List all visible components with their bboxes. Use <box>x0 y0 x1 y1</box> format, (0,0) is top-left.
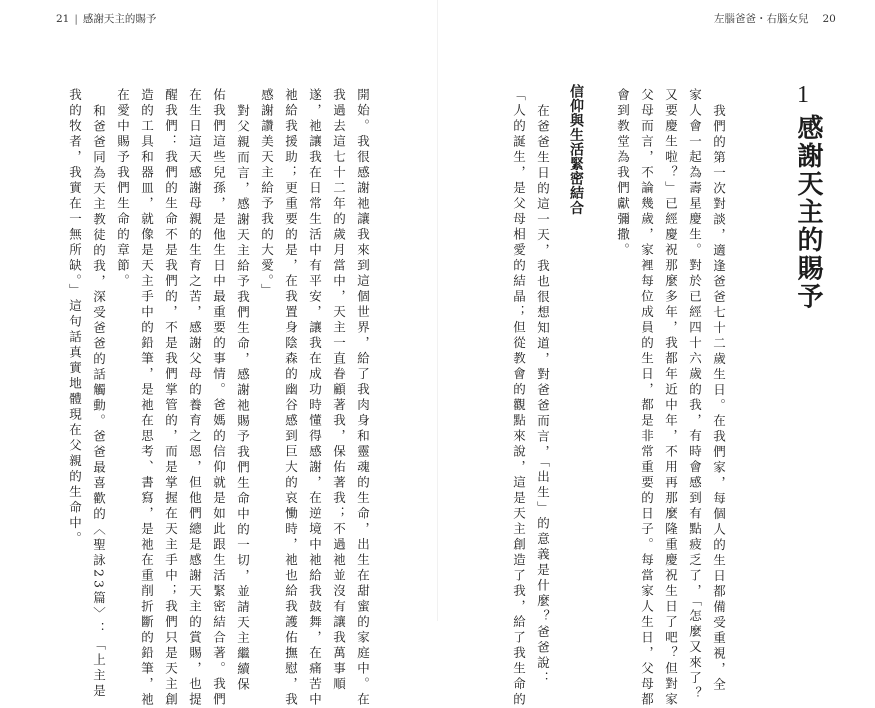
right-text-line: 家人會一起為壽星慶生。對於已經四十六歲的我，有時會感到有點疲乏了，「怎麼又來了？ <box>687 88 703 702</box>
right-text-line: 在爸爸生日的這一天，我也很想知道，對爸爸而言，「出生」的意義是什麼？爸爸說： <box>535 104 551 687</box>
chapter-title: 感謝天主的賜予 <box>793 114 823 311</box>
right-text-line: 又要慶生啦？」已經慶祝那麼多年，我都年近中年，不用再那麼隆重慶祝生日了吧？但對家 <box>663 88 679 708</box>
chapter-number: 1 <box>797 82 809 108</box>
left-text-line: 在愛中賜予我們生命的章節。 <box>115 88 131 290</box>
header-separator: | <box>74 13 78 25</box>
left-page-number: 21 <box>56 13 70 25</box>
left-text-line: 感謝讚美天主給予我的大愛。」 <box>259 88 275 299</box>
left-text-line: 遂，祂讓我在日常生活中有平安，讓我在成功時懂得感謝，在逆境中祂給我鼓舞，在痛苦中 <box>307 88 323 708</box>
left-text-line: 對父親而言，感謝天主給予我們生命，感謝祂賜予我們生命中的一切，並請天主繼續保 <box>235 104 251 693</box>
right-text-line: 會到教堂為我們獻彌撒。 <box>615 88 631 259</box>
left-text-line: 開始。我很感謝祂讓我來到這個世界，給了我肉身和靈魂的生命，出生在甜蜜的家庭中。在 <box>355 88 371 708</box>
left-text-line: 在生日這天感謝母親的生育之苦，感謝父母的養育之恩，但他們總是感謝天主的賞賜，也提 <box>187 88 203 708</box>
left-text-line: 醒我們：我們的生命不是我們的，不是我們掌管的，而是掌握在天主手中；我們只是天主創 <box>163 88 179 708</box>
left-text-line: 造的工具和器皿，就像是天主手中的鉛筆，是祂在思考、書寫，是祂在重削折斷的鉛筆，祂 <box>139 88 155 708</box>
left-text-line: 我過去這七十二年的歲月當中，天主一直眷顧著我，保佑著我；不過祂並沒有讓我萬事順 <box>331 88 347 693</box>
right-text-line: 父母而言，不論幾歲，家裡每位成員的生日，都是非常重要的日子。每當家人生日，父母都 <box>639 88 655 708</box>
right-page-number: 20 <box>822 13 836 25</box>
left-text-line: 祂給我援助；更重要的是，在我置身陰森的幽谷感到巨大的哀慟時，祂也給我護佑撫慰，我 <box>283 88 299 708</box>
page-gutter <box>437 0 438 621</box>
right-text-line: 「人的誕生，是父母相愛的結晶；但從教會的觀點來說，這是天主創造了我，給了我生命的 <box>511 88 527 708</box>
left-text-line: 我的牧者，我實在一無所缺。」這句話真實地體現在父親的生命中。 <box>67 88 83 547</box>
left-text-line: 和爸爸同為天主教徒的我，深受爸爸的話觸動。爸爸最喜歡的〈聖詠23篇〉：「上主是 <box>91 104 107 700</box>
right-page-header <box>714 11 836 26</box>
right-text-line: 我們的第一次對談，適逢爸爸七十二歲生日。在我們家，每個人的生日都備受重視，全 <box>711 104 727 693</box>
left-running-title: 感謝天主的賜予 <box>82 13 157 25</box>
section-title: 信仰與生活緊密結合 <box>568 84 584 216</box>
left-page-header <box>56 11 156 26</box>
left-text-line: 佑我們這些兒孫，是他生日中最重要的事情。爸媽的信仰就是如此跟生活緊密結合著。我們 <box>211 88 227 708</box>
right-running-title: 左腦爸爸・右腦女兒 <box>714 13 809 25</box>
